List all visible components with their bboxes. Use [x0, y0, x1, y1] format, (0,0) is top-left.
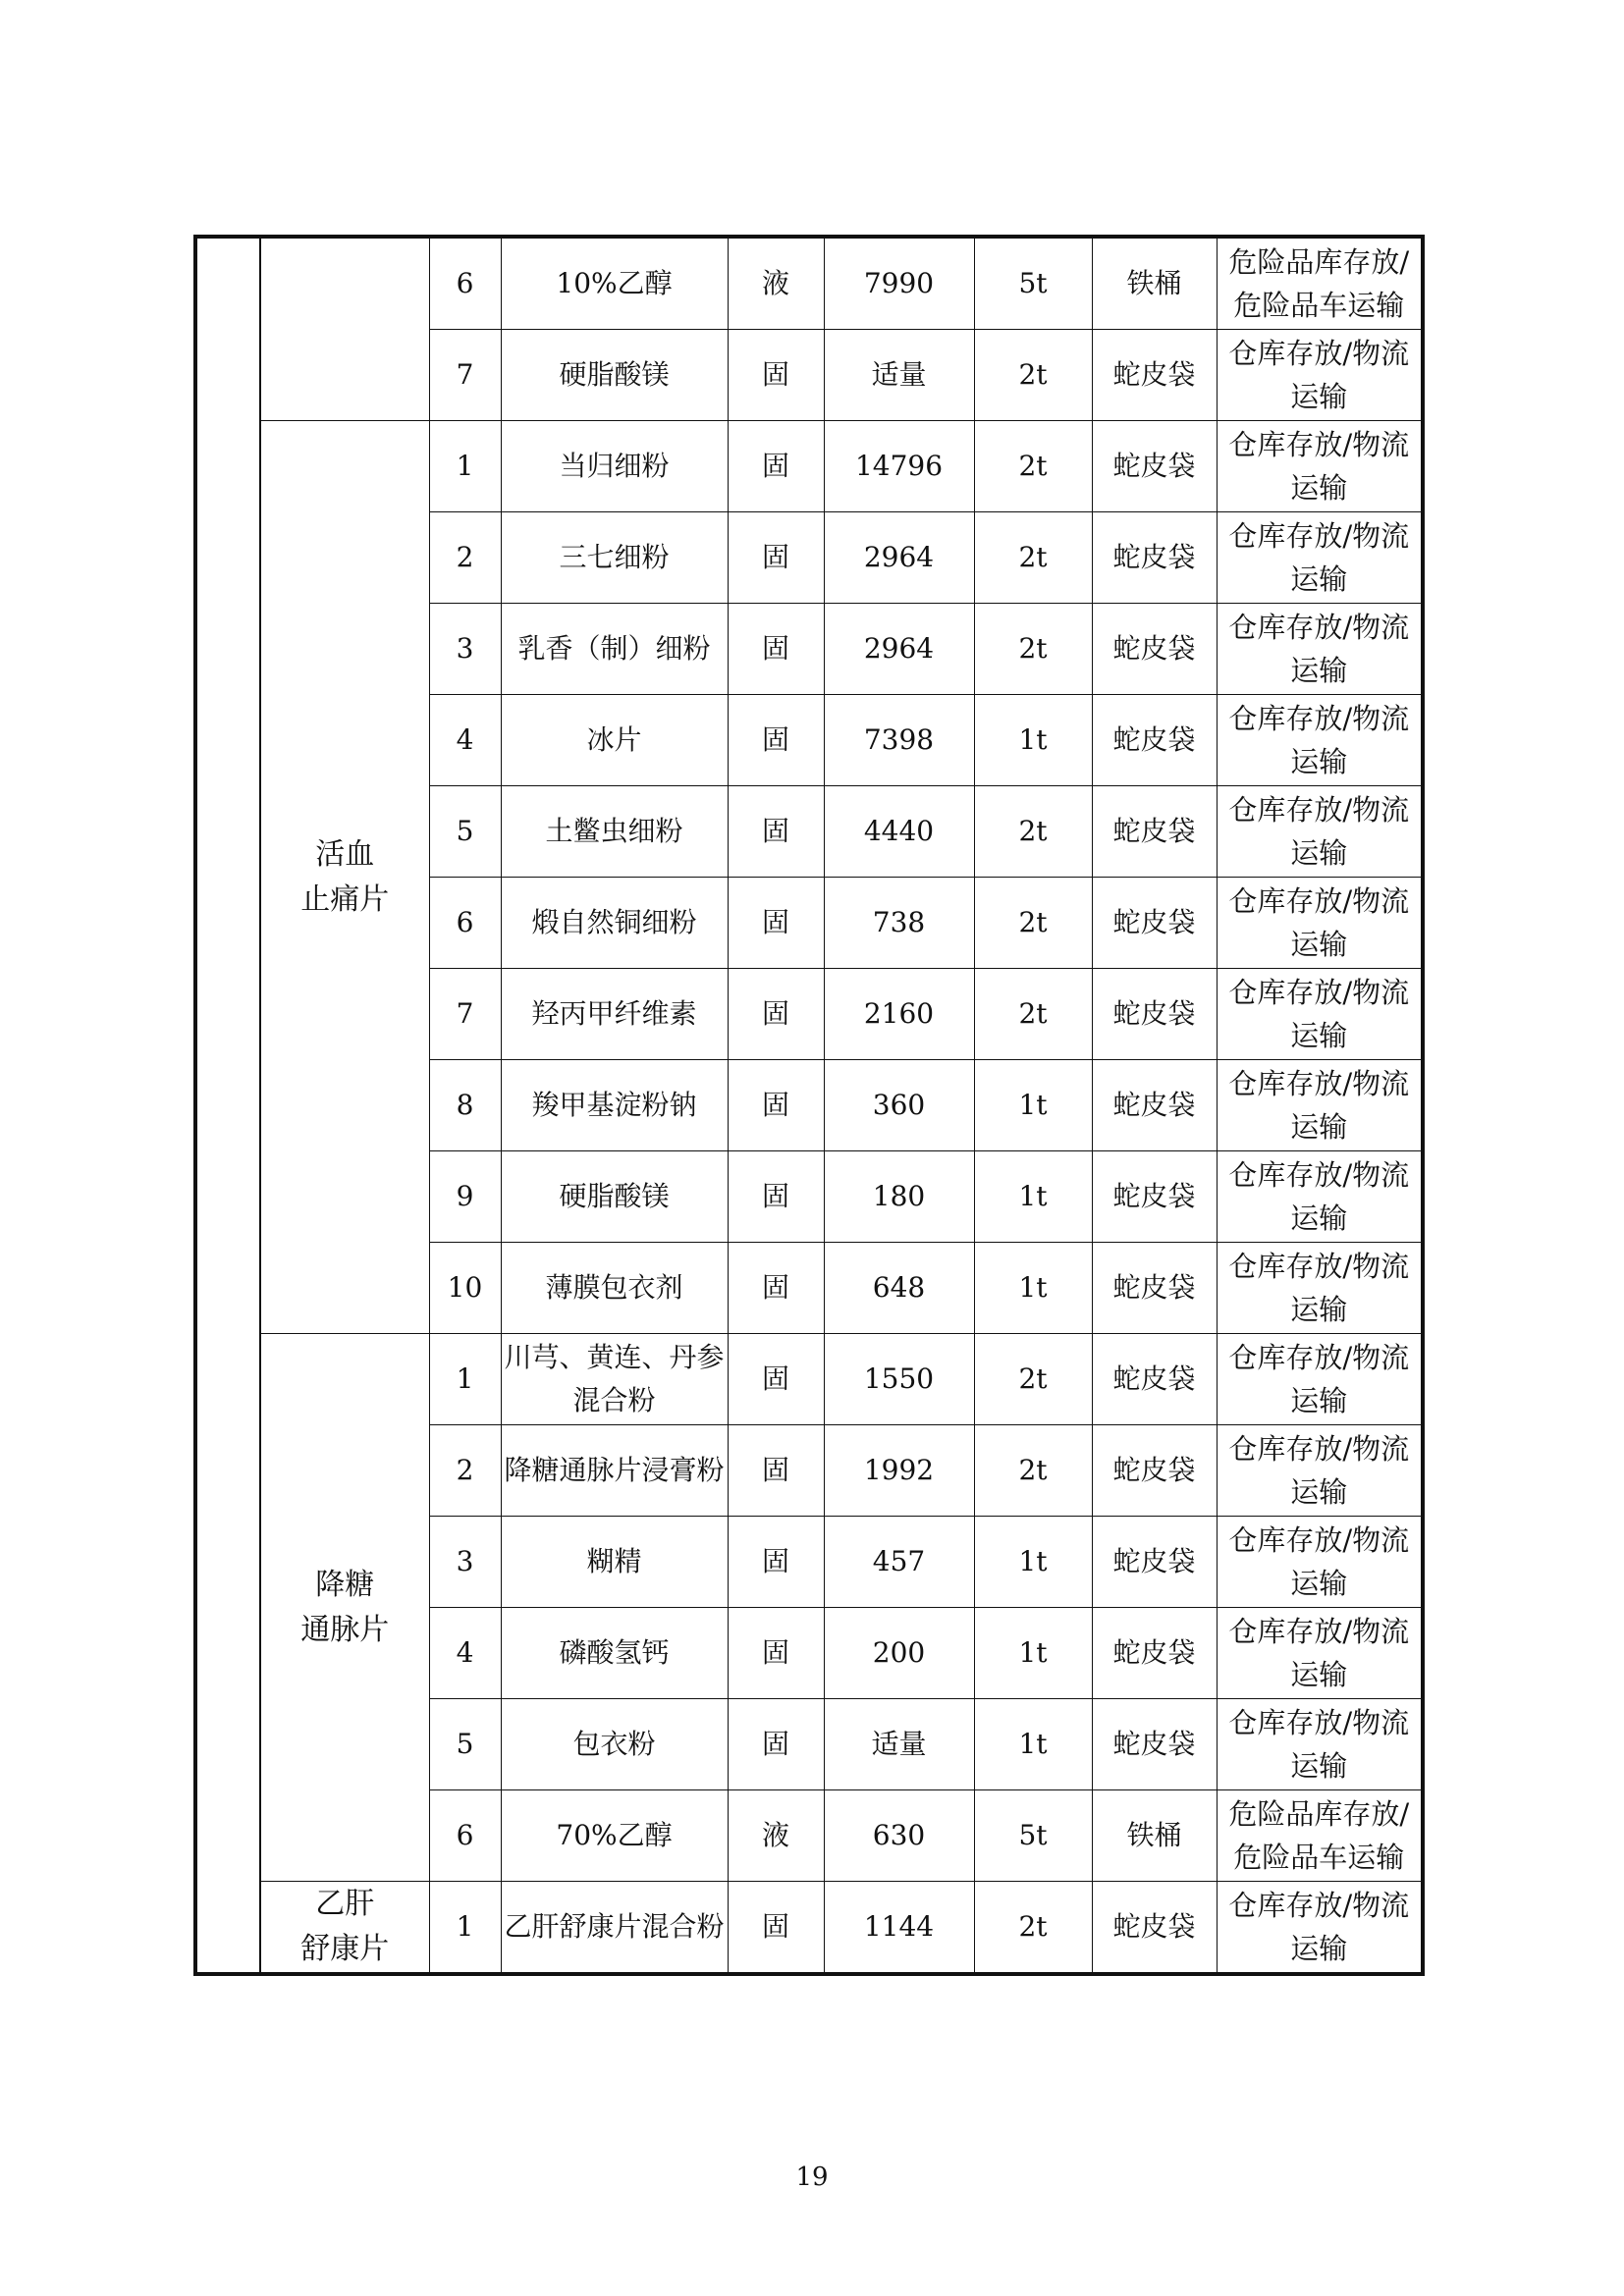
annual-amount-cell: 738 — [824, 878, 974, 969]
package-type-cell: 蛇皮袋 — [1092, 1334, 1217, 1425]
package-type-cell: 蛇皮袋 — [1092, 604, 1217, 695]
storage-transport-cell: 仓库存放/物流运输 — [1217, 1699, 1423, 1790]
table-row — [195, 1882, 1423, 1975]
physical-state-cell: 固 — [728, 604, 824, 695]
annual-amount-cell: 2964 — [824, 512, 974, 604]
physical-state-cell: 固 — [728, 1060, 824, 1151]
max-storage-cell: 1t — [974, 1699, 1092, 1790]
max-storage-cell: 1t — [974, 1243, 1092, 1334]
package-type-cell: 蛇皮袋 — [1092, 878, 1217, 969]
row-number-cell: 4 — [429, 1608, 501, 1699]
product-name-line: 通脉片 — [300, 1612, 390, 1647]
max-storage-cell: 1t — [974, 1517, 1092, 1608]
storage-transport-cell: 仓库存放/物流运输 — [1217, 1608, 1423, 1699]
row-number-cell: 3 — [429, 1517, 501, 1608]
material-name-cell: 包衣粉 — [501, 1699, 728, 1790]
annual-amount-cell: 200 — [824, 1608, 974, 1699]
material-name-cell: 乳香（制）细粉 — [501, 604, 728, 695]
max-storage-cell: 2t — [974, 421, 1092, 512]
max-storage-cell: 2t — [974, 1425, 1092, 1517]
physical-state-cell: 固 — [728, 695, 824, 786]
storage-transport-cell: 仓库存放/物流运输 — [1217, 878, 1423, 969]
annual-amount-cell: 1144 — [824, 1882, 974, 1975]
storage-transport-cell: 仓库存放/物流运输 — [1217, 786, 1423, 878]
material-name-cell: 羟丙甲纤维素 — [501, 969, 728, 1060]
physical-state-cell: 固 — [728, 421, 824, 512]
product-name-line: 降糖 — [315, 1567, 375, 1602]
row-number-cell: 2 — [429, 1425, 501, 1517]
max-storage-cell: 1t — [974, 1151, 1092, 1243]
annual-amount-cell: 适量 — [824, 1699, 974, 1790]
physical-state-cell: 固 — [728, 1151, 824, 1243]
package-type-cell: 蛇皮袋 — [1092, 1060, 1217, 1151]
physical-state-cell: 固 — [728, 1699, 824, 1790]
package-type-cell: 铁桶 — [1092, 237, 1217, 330]
physical-state-cell: 固 — [728, 1243, 824, 1334]
material-name-cell: 70%乙醇 — [501, 1790, 728, 1882]
annual-amount-cell: 适量 — [824, 330, 974, 421]
row-number-cell: 1 — [429, 421, 501, 512]
annual-amount-cell: 630 — [824, 1790, 974, 1882]
row-number-cell: 2 — [429, 512, 501, 604]
material-name-cell: 糊精 — [501, 1517, 728, 1608]
max-storage-cell: 1t — [974, 1060, 1092, 1151]
material-name-cell: 川芎、黄连、丹参混合粉 — [501, 1334, 728, 1425]
annual-amount-cell: 360 — [824, 1060, 974, 1151]
storage-transport-cell: 危险品库存放/危险品车运输 — [1217, 1790, 1423, 1882]
package-type-cell: 蛇皮袋 — [1092, 1517, 1217, 1608]
row-number-cell: 1 — [429, 1882, 501, 1975]
max-storage-cell: 1t — [974, 1608, 1092, 1699]
storage-transport-cell: 仓库存放/物流运输 — [1217, 1243, 1423, 1334]
annual-amount-cell: 7990 — [824, 237, 974, 330]
storage-transport-cell: 仓库存放/物流运输 — [1217, 1151, 1423, 1243]
page-number: 19 — [795, 2163, 829, 2192]
max-storage-cell: 2t — [974, 1334, 1092, 1425]
physical-state-cell: 固 — [728, 969, 824, 1060]
row-number-cell: 8 — [429, 1060, 501, 1151]
package-type-cell: 蛇皮袋 — [1092, 330, 1217, 421]
row-number-cell: 4 — [429, 695, 501, 786]
material-name-cell: 乙肝舒康片混合粉 — [501, 1882, 728, 1975]
max-storage-cell: 5t — [974, 237, 1092, 330]
material-name-cell: 10%乙醇 — [501, 237, 728, 330]
annual-amount-cell: 1992 — [824, 1425, 974, 1517]
package-type-cell: 蛇皮袋 — [1092, 421, 1217, 512]
max-storage-cell: 2t — [974, 330, 1092, 421]
row-number-cell: 7 — [429, 969, 501, 1060]
material-name-cell: 羧甲基淀粉钠 — [501, 1060, 728, 1151]
storage-transport-cell: 仓库存放/物流运输 — [1217, 1334, 1423, 1425]
table-row — [195, 421, 1423, 512]
material-name-cell: 磷酸氢钙 — [501, 1608, 728, 1699]
storage-transport-cell: 仓库存放/物流运输 — [1217, 421, 1423, 512]
max-storage-cell: 2t — [974, 969, 1092, 1060]
annual-amount-cell: 7398 — [824, 695, 974, 786]
package-type-cell: 蛇皮袋 — [1092, 695, 1217, 786]
max-storage-cell: 1t — [974, 695, 1092, 786]
package-type-cell: 蛇皮袋 — [1092, 1608, 1217, 1699]
material-name-cell: 当归细粉 — [501, 421, 728, 512]
material-name-cell: 硬脂酸镁 — [501, 1151, 728, 1243]
storage-transport-cell: 仓库存放/物流运输 — [1217, 1425, 1423, 1517]
annual-amount-cell: 1550 — [824, 1334, 974, 1425]
product-name-line: 活血 — [315, 836, 375, 872]
row-number-cell: 7 — [429, 330, 501, 421]
material-name-cell: 冰片 — [501, 695, 728, 786]
storage-transport-cell: 仓库存放/物流运输 — [1217, 969, 1423, 1060]
physical-state-cell: 固 — [728, 330, 824, 421]
physical-state-cell: 固 — [728, 512, 824, 604]
product-name-cell — [260, 1334, 429, 1882]
storage-transport-cell: 仓库存放/物流运输 — [1217, 1882, 1423, 1975]
material-name-cell: 降糖通脉片浸膏粉 — [501, 1425, 728, 1517]
max-storage-cell: 5t — [974, 1790, 1092, 1882]
physical-state-cell: 液 — [728, 1790, 824, 1882]
physical-state-cell: 固 — [728, 1334, 824, 1425]
package-type-cell: 蛇皮袋 — [1092, 1882, 1217, 1975]
product-name-line: 乙肝 — [315, 1887, 375, 1921]
storage-transport-cell: 仓库存放/物流运输 — [1217, 512, 1423, 604]
package-type-cell: 蛇皮袋 — [1092, 1243, 1217, 1334]
physical-state-cell: 固 — [728, 1517, 824, 1608]
annual-amount-cell: 457 — [824, 1517, 974, 1608]
row-number-cell: 6 — [429, 237, 501, 330]
material-name-cell: 硬脂酸镁 — [501, 330, 728, 421]
max-storage-cell: 2t — [974, 786, 1092, 878]
annual-amount-cell: 14796 — [824, 421, 974, 512]
max-storage-cell: 2t — [974, 604, 1092, 695]
row-number-cell: 10 — [429, 1243, 501, 1334]
max-storage-cell: 2t — [974, 512, 1092, 604]
row-number-cell: 1 — [429, 1334, 501, 1425]
annual-amount-cell: 180 — [824, 1151, 974, 1243]
product-name-cell — [260, 237, 429, 421]
material-name-cell: 土鳖虫细粉 — [501, 786, 728, 878]
row-number-cell: 9 — [429, 1151, 501, 1243]
row-number-cell: 6 — [429, 1790, 501, 1882]
package-type-cell: 蛇皮袋 — [1092, 786, 1217, 878]
row-number-cell: 3 — [429, 604, 501, 695]
material-name-cell: 煅自然铜细粉 — [501, 878, 728, 969]
product-name-line: 舒康片 — [300, 1932, 390, 1966]
product-name-line: 止痛片 — [300, 881, 390, 917]
package-type-cell: 蛇皮袋 — [1092, 969, 1217, 1060]
max-storage-cell: 2t — [974, 1882, 1092, 1975]
material-name-cell: 三七细粉 — [501, 512, 728, 604]
row-number-cell: 6 — [429, 878, 501, 969]
annual-amount-cell: 4440 — [824, 786, 974, 878]
annual-amount-cell: 648 — [824, 1243, 974, 1334]
max-storage-cell: 2t — [974, 878, 1092, 969]
storage-transport-cell: 仓库存放/物流运输 — [1217, 330, 1423, 421]
annual-amount-cell: 2160 — [824, 969, 974, 1060]
package-type-cell: 蛇皮袋 — [1092, 1425, 1217, 1517]
row-number-cell: 5 — [429, 1699, 501, 1790]
product-name-cell — [260, 421, 429, 1334]
materials-table — [193, 235, 1425, 1976]
storage-transport-cell: 仓库存放/物流运输 — [1217, 1060, 1423, 1151]
material-name-cell: 薄膜包衣剂 — [501, 1243, 728, 1334]
annual-amount-cell: 2964 — [824, 604, 974, 695]
physical-state-cell: 固 — [728, 1608, 824, 1699]
product-name-cell — [260, 1882, 429, 1975]
physical-state-cell: 固 — [728, 878, 824, 969]
physical-state-cell: 液 — [728, 237, 824, 330]
package-type-cell: 蛇皮袋 — [1092, 512, 1217, 604]
storage-transport-cell: 危险品库存放/危险品车运输 — [1217, 237, 1423, 330]
package-type-cell: 蛇皮袋 — [1092, 1699, 1217, 1790]
row-number-cell: 5 — [429, 786, 501, 878]
storage-transport-cell: 仓库存放/物流运输 — [1217, 1517, 1423, 1608]
storage-transport-cell: 仓库存放/物流运输 — [1217, 604, 1423, 695]
physical-state-cell: 固 — [728, 1882, 824, 1975]
materials-table-container — [193, 235, 1425, 1976]
table-row — [195, 237, 1423, 330]
package-type-cell: 蛇皮袋 — [1092, 1151, 1217, 1243]
storage-transport-cell: 仓库存放/物流运输 — [1217, 695, 1423, 786]
category-column — [195, 237, 260, 1974]
package-type-cell: 铁桶 — [1092, 1790, 1217, 1882]
physical-state-cell: 固 — [728, 786, 824, 878]
physical-state-cell: 固 — [728, 1425, 824, 1517]
table-row — [195, 1334, 1423, 1425]
